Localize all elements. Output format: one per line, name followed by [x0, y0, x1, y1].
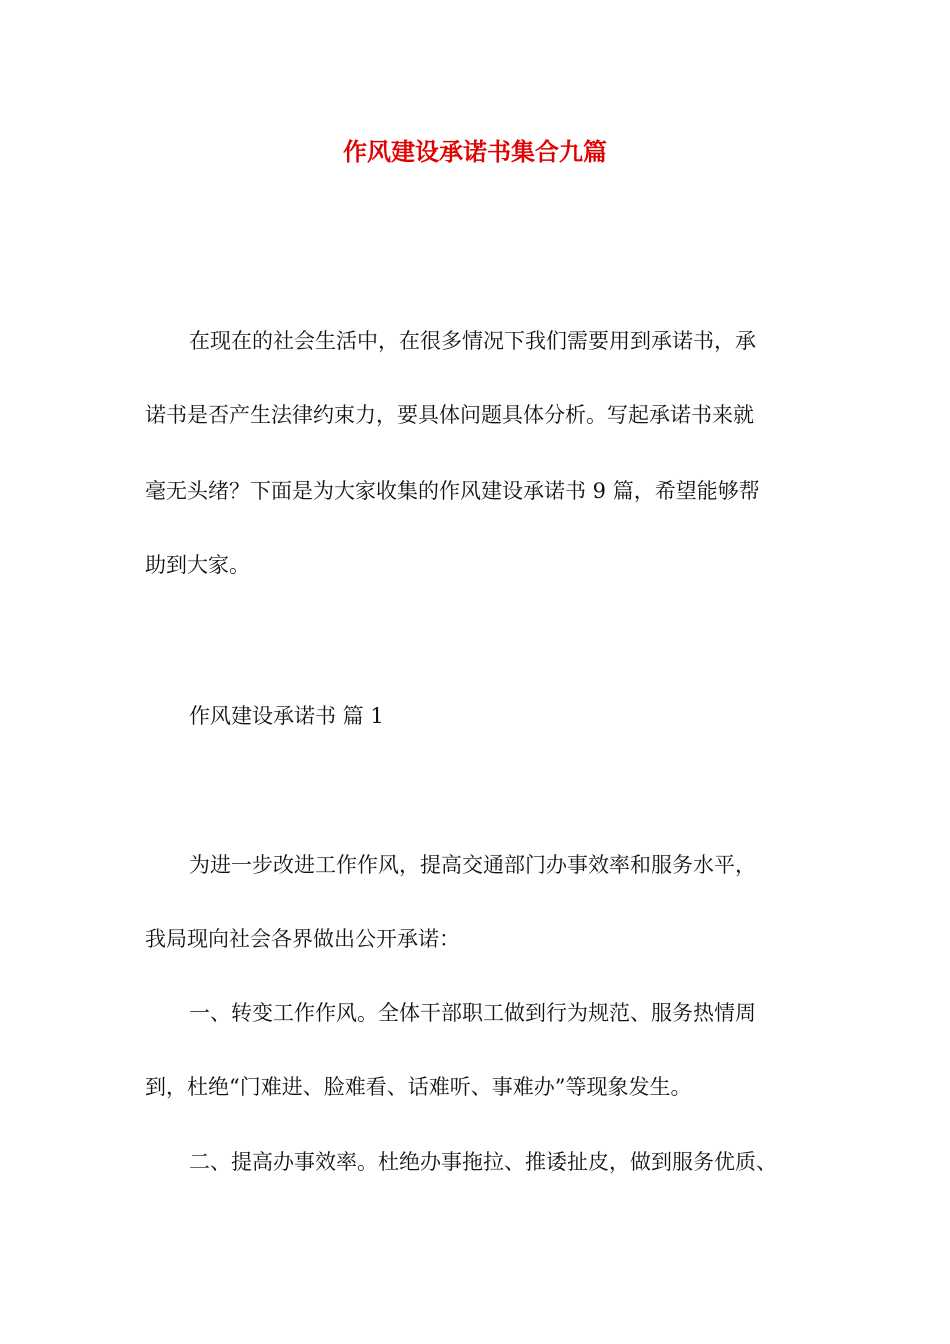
intro-line-1: 在现在的社会生活中，在很多情况下我们需要用到承诺书，承 — [189, 329, 756, 353]
body-line-5: 二、提高办事效率。杜绝办事拖拉、推诿扯皮，做到服务优质、 — [189, 1150, 777, 1174]
body-line-3: 一、转变工作作风。全体干部职工做到行为规范、服务热情周 — [189, 1001, 756, 1025]
body-line-1: 为进一步改进工作作风，提高交通部门办事效率和服务水平， — [189, 853, 756, 877]
document-title: 作风建设承诺书集合九篇 — [343, 137, 607, 166]
intro-line-4: 助到大家。 — [145, 553, 250, 577]
body-line-4: 到，杜绝“门难进、脸难看、话难听、事难办”等现象发生。 — [145, 1075, 692, 1099]
body-line-2: 我局现向社会各界做出公开承诺： — [145, 927, 460, 951]
section-heading: 作风建设承诺书 篇 1 — [189, 704, 384, 728]
intro-line-3: 毫无头绪？下面是为大家收集的作风建设承诺书 9 篇，希望能够帮 — [145, 479, 760, 503]
intro-line-2: 诺书是否产生法律约束力，要具体问题具体分析。写起承诺书来就 — [145, 403, 754, 427]
